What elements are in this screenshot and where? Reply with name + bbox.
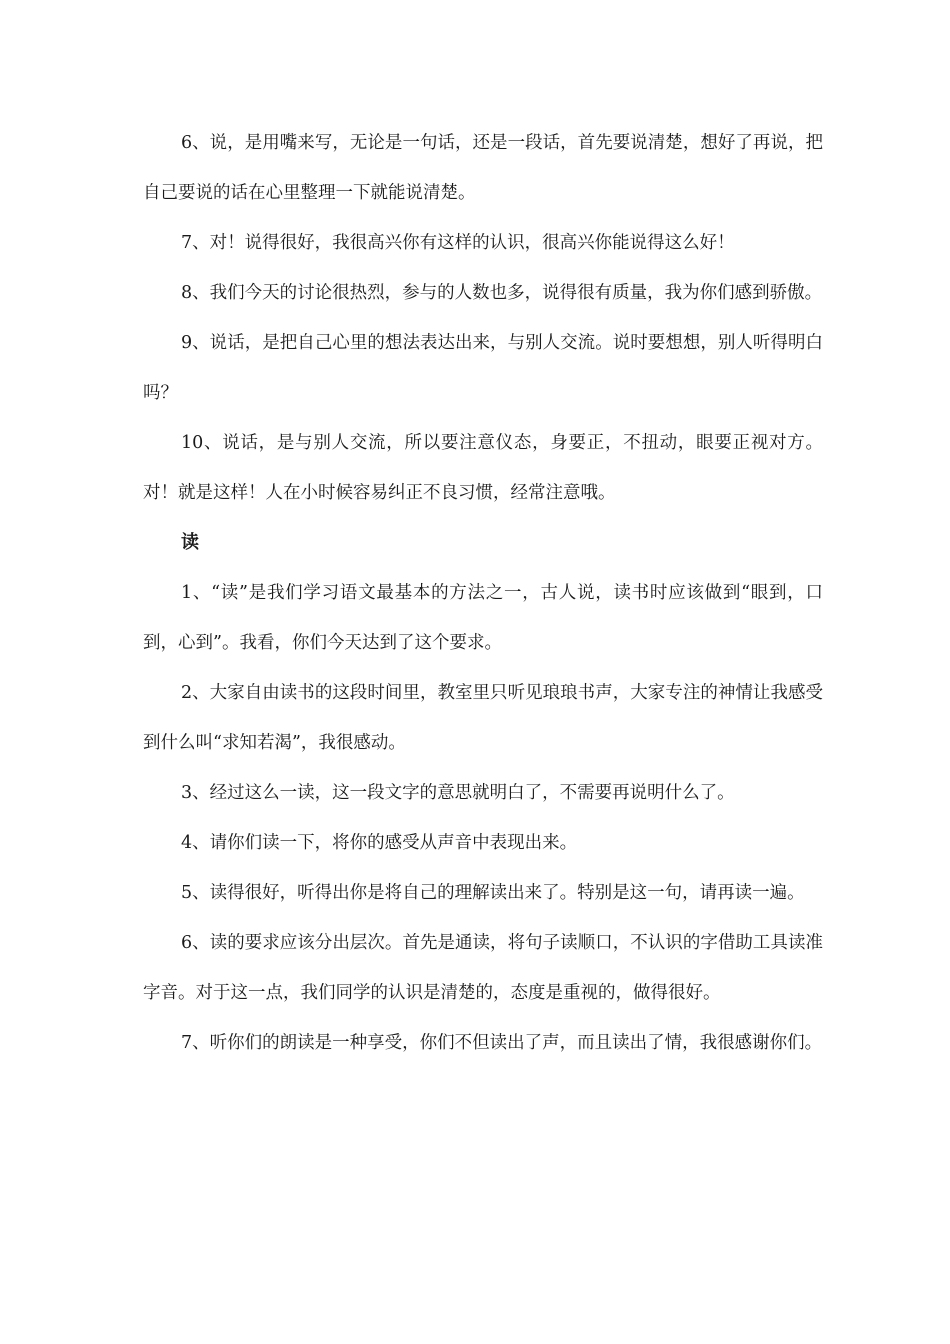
speak-item-9: 9、说话，是把自己心里的想法表达出来，与别人交流。说时要想想，别人听得明白吗？ — [143, 333, 823, 403]
speak-item-10: 10、说话，是与别人交流，所以要注意仪态，身要正，不扭动，眼要正视对方。对！就是这样！人在小时候容易纠正不良习惯，经常注意哦。 — [143, 433, 823, 503]
read-item-3: 3、经过这么一读，这一段文字的意思就明白了，不需要再说明什么了。 — [181, 783, 735, 803]
speak-item-8: 8、我们今天的讨论很热烈，参与的人数也多，说得很有质量，我为你们感到骄傲。 — [181, 283, 823, 303]
read-item-2: 2、大家自由读书的这段时间里，教室里只听见琅琅书声，大家专注的神情让我感受到什么叫“求知若渴”，我很感动。 — [143, 683, 823, 753]
speak-item-7: 7、对！说得很好，我很高兴你有这样的认识，很高兴你能说得这么好！ — [181, 233, 735, 253]
document-body — [143, 118, 823, 1068]
read-item-1: 1、“读”是我们学习语文最基本的方法之一，古人说，读书时应该做到“眼到，口到，心到”。我看，你们今天达到了这个要求。 — [143, 583, 823, 653]
read-item-4: 4、请你们读一下，将你的感受从声音中表现出来。 — [181, 833, 578, 853]
section-heading-read: 读 — [181, 532, 199, 553]
read-item-7: 7、听你们的朗读是一种享受，你们不但读出了声，而且读出了情，我很感谢你们。 — [181, 1033, 823, 1053]
read-item-6: 6、读的要求应该分出层次。首先是通读，将句子读顺口，不认识的字借助工具读准字音。对于这一点，我们同学的认识是清楚的，态度是重视的，做得很好。 — [143, 933, 823, 1003]
speak-item-6: 6、说，是用嘴来写，无论是一句话，还是一段话，首先要说清楚，想好了再说，把自己要说的话在心里整理一下就能说清楚。 — [143, 133, 823, 203]
read-item-5: 5、读得很好，听得出你是将自己的理解读出来了。特别是这一句，请再读一遍。 — [181, 883, 805, 903]
